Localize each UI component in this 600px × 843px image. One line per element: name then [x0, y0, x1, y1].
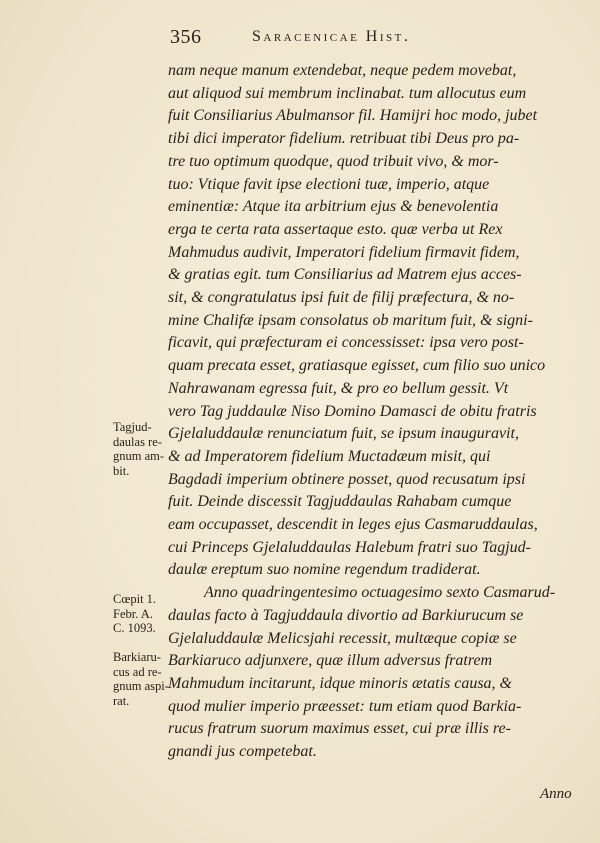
margin-note-line: C. 1093. [113, 621, 156, 635]
margin-note-line: gnum am- [113, 449, 165, 463]
margin-note-tagjuddaulas [113, 420, 175, 478]
running-head: Saracenicae Hist. [252, 28, 411, 45]
margin-note-date [113, 592, 175, 636]
text-line: erga te certa rata assertaque esto. quæ verba ut Rex [168, 220, 503, 238]
page-number: 356 [170, 26, 202, 48]
text-line: rucus fratrum suorum maximus esset, cui præ illis re- [168, 720, 511, 738]
text-line: cui Princeps Gjelaluddaulas Halebum fratri suo Tagjud- [168, 538, 531, 556]
text-line: & gratias egit. tum Consiliarius ad Matrem ejus acces- [168, 266, 522, 284]
text-line: Nahrawanam egressa fuit, & pro eo bellum gessit. Vt [168, 379, 509, 397]
text-line: vero Tag juddaulæ Niso Domino Damasci de obitu fratris [168, 402, 537, 420]
margin-note-line: rat. [113, 693, 130, 708]
text-line: Anno quadringentesimo octuagesimo sexto Casmarud- [204, 584, 556, 602]
text-line: sit, & congratulatus ipsi fuit de filij præfectura, & no- [168, 289, 515, 307]
text-line: fuit Consiliarius Abulmansor fil. Hamijri hoc modo, jubet [168, 107, 538, 125]
text-line: daulas facto à Tagjuddaula divortio ad Barkiurucum se [168, 606, 524, 624]
text-line: tibi dici imperator fidelium. retribuat tibi Deus pro pa- [168, 130, 520, 148]
margin-note-line: gnum aspi- [113, 679, 169, 693]
text-line: Bagdadi imperium obtinere posset, quod recusatum ipsi [168, 470, 526, 488]
text-line: Gjelaluddaulæ Melicsjahi recessit, multæque copiæ se [168, 629, 517, 647]
text-line: Barkiaruco adjunxere, quæ illum adversus fratrem [168, 652, 493, 670]
text-line: mine Chalifæ ipsam consolatus ob maritum fuit, & signi- [168, 311, 533, 329]
margin-note-barkiarucus [113, 650, 175, 708]
margin-note-line: daulas re- [113, 434, 162, 449]
margin-note-line: Cœpit 1. [113, 592, 157, 606]
text-line: aut aliquod sui membrum inclinabat. tum allocutus eum [168, 84, 527, 102]
margin-note-line: Barkiaru- [113, 650, 161, 664]
margin-note-line: cus ad re- [113, 664, 162, 679]
text-line: tuo: Vtique favit ipse electioni tuæ, imperio, atque [168, 175, 490, 193]
catchword: Anno [540, 786, 572, 802]
text-line: eam occupasset, descendit in leges ejus Casmaruddaulas, [168, 516, 538, 534]
text-line: quam precata esset, gratiasque egisset, cum filio suo unico [168, 357, 546, 375]
text-line: eminentiæ: Atque ita arbitrium ejus & benevolentia [168, 198, 499, 216]
page-header [170, 26, 570, 52]
text-line: ficavit, qui præfecturam ei concessisset: ipsa vero post- [168, 334, 524, 352]
margin-note-line: Febr. A. [113, 606, 153, 621]
text-line: Mahmudus audivit, Imperatori fidelium firmavit fidem, [168, 243, 520, 261]
margin-note-line: bit. [113, 463, 130, 478]
text-line: nam neque manum extendebat, neque pedem movebat, [168, 62, 517, 79]
text-line: daulæ ereptum suo nomine regendum tradiderat. [168, 561, 481, 579]
text-line: gnandi jus competebat. [168, 743, 317, 761]
margin-note-line: Tagjud- [113, 420, 152, 434]
text-line: Mahmudum incitarunt, idque minoris ætatis causa, & [168, 674, 512, 692]
text-line: Gjelaluddaulæ renunciatum fuit, se ipsum inauguravit, [168, 425, 519, 443]
text-line: tre tuo optimum quodque, quod tribuit vivo, & mor- [168, 152, 499, 170]
text-line: & ad Imperatorem fidelium Muctadæum misit, qui [168, 447, 491, 465]
body-text [168, 60, 578, 764]
text-line: quod mulier imperio præesset: tum etiam quod Barkia- [168, 697, 522, 715]
text-line: fuit. Deinde discessit Tagjuddaulas Rahabam cumque [168, 493, 512, 511]
